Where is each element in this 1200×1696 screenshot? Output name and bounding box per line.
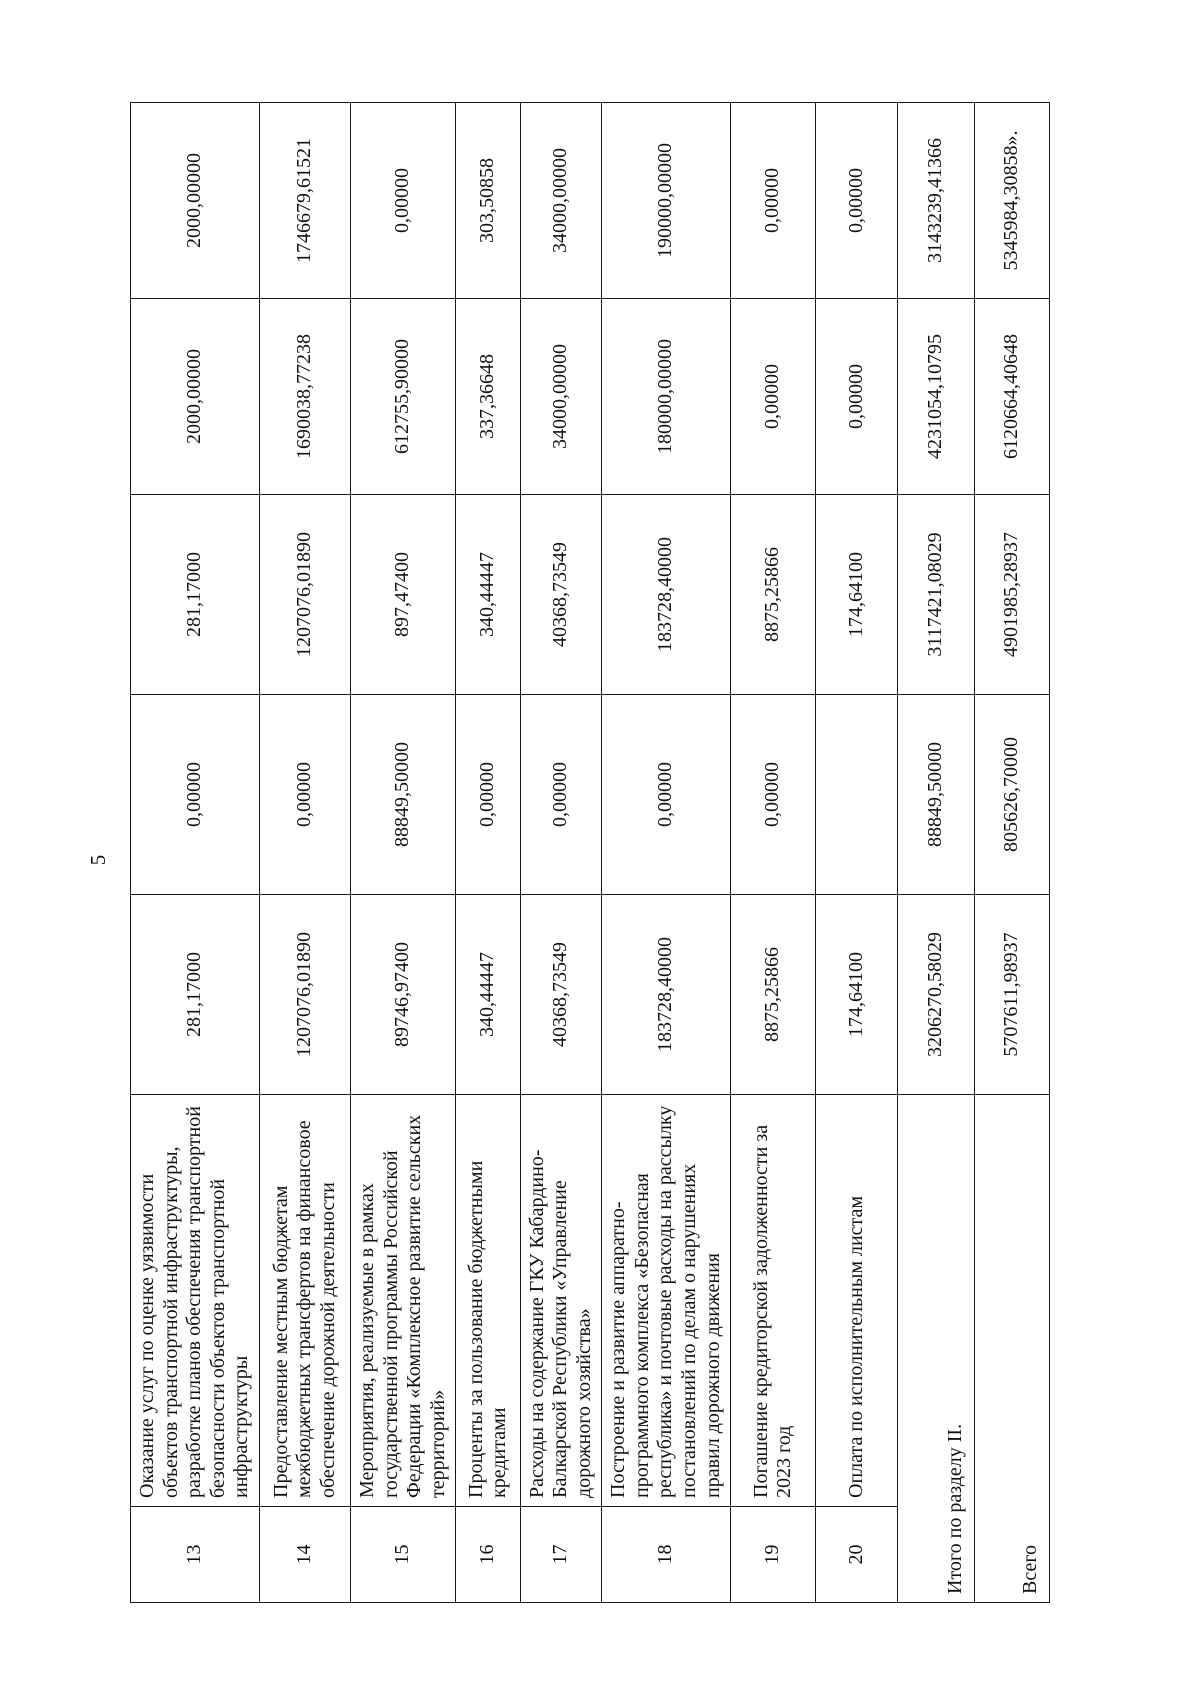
row-number: 18 — [602, 1507, 731, 1603]
rotated-table-wrapper — [130, 103, 1050, 1603]
value-cell: 88849,50000 — [351, 695, 456, 895]
value-cell: 0,00000 — [731, 695, 816, 895]
table-row — [259, 103, 350, 1603]
row-number: 14 — [259, 1507, 350, 1603]
value-cell: 337,36648 — [456, 299, 521, 495]
total-value: 4901985,28937 — [974, 495, 1049, 695]
row-number: 20 — [816, 1507, 897, 1603]
value-cell: 8875,25866 — [731, 895, 816, 1095]
total-value: 5345984,30858». — [974, 103, 1049, 299]
value-cell — [816, 695, 897, 895]
total-value: 4231054,10795 — [897, 299, 974, 495]
table-row — [456, 103, 521, 1603]
row-number: 19 — [731, 1507, 816, 1603]
value-cell: 1207076,01890 — [259, 895, 350, 1095]
value-cell: 0,00000 — [131, 695, 260, 895]
page-number: 5 — [86, 854, 110, 866]
value-cell: 8875,25866 — [731, 495, 816, 695]
value-cell: 0,00000 — [731, 299, 816, 495]
row-number: 15 — [351, 1507, 456, 1603]
value-cell: 40368,73549 — [521, 895, 602, 1095]
total-value: 3206270,58029 — [897, 895, 974, 1095]
value-cell: 1690038,77238 — [259, 299, 350, 495]
total-row — [897, 103, 974, 1603]
table-row — [731, 103, 816, 1603]
value-cell: 1207076,01890 — [259, 495, 350, 695]
total-row — [974, 103, 1049, 1603]
table-row — [131, 103, 260, 1603]
value-cell: 34000,00000 — [521, 103, 602, 299]
value-cell: 0,00000 — [456, 695, 521, 895]
value-cell: 89746,97400 — [351, 895, 456, 1095]
row-number: 17 — [521, 1507, 602, 1603]
value-cell: 303,50858 — [456, 103, 521, 299]
value-cell: 0,00000 — [351, 103, 456, 299]
row-number: 13 — [131, 1507, 260, 1603]
row-description: Оказание услуг по оценке уязвимости объектов транспортной инфраструктуры, разработке планов обеспечения транспортной безопасности объектов транспортной инфраструктуры — [131, 1095, 260, 1507]
total-value: 3117421,08029 — [897, 495, 974, 695]
total-label: Всего — [974, 1095, 1049, 1603]
table-row — [816, 103, 897, 1603]
value-cell: 340,44447 — [456, 895, 521, 1095]
value-cell: 0,00000 — [816, 103, 897, 299]
table-row — [351, 103, 456, 1603]
row-description: Проценты за пользование бюджетными кредитами — [456, 1095, 521, 1507]
value-cell: 2000,00000 — [131, 299, 260, 495]
value-cell: 0,00000 — [816, 299, 897, 495]
value-cell: 190000,00000 — [602, 103, 731, 299]
row-description: Расходы на содержание ГКУ Кабардино-Балкарской Республики «Управление дорожного хозяйства» — [521, 1095, 602, 1507]
row-description: Оплата по исполнительным листам — [816, 1095, 897, 1507]
value-cell: 34000,00000 — [521, 299, 602, 495]
value-cell: 174,64100 — [816, 495, 897, 695]
row-description: Мероприятия, реализуемые в рамках государственной программы Российской Федерации «Комплексное развитие сельских территорий» — [351, 1095, 456, 1507]
row-description: Построение и развитие аппаратно-программного комплекса «Безопасная республика» и почтовые расходы на рассылку постановлений по делам о нарушениях правил дорожного движения — [602, 1095, 731, 1507]
value-cell: 2000,00000 — [131, 103, 260, 299]
row-description: Предоставление местным бюджетам межбюджетных трансфертов на финансовое обеспечение дорожной деятельности — [259, 1095, 350, 1507]
value-cell: 340,44447 — [456, 495, 521, 695]
total-value: 805626,70000 — [974, 695, 1049, 895]
budget-table — [130, 102, 1050, 1603]
value-cell: 281,17000 — [131, 895, 260, 1095]
value-cell: 183728,40000 — [602, 495, 731, 695]
table-row — [521, 103, 602, 1603]
row-number: 16 — [456, 1507, 521, 1603]
total-value: 88849,50000 — [897, 695, 974, 895]
value-cell: 612755,90000 — [351, 299, 456, 495]
value-cell: 0,00000 — [259, 695, 350, 895]
total-value: 5707611,98937 — [974, 895, 1049, 1095]
table-row — [602, 103, 731, 1603]
value-cell: 281,17000 — [131, 495, 260, 695]
total-label: Итого по разделу II. — [897, 1095, 974, 1603]
value-cell: 0,00000 — [521, 695, 602, 895]
value-cell: 1746679,61521 — [259, 103, 350, 299]
value-cell: 174,64100 — [816, 895, 897, 1095]
total-value: 3143239,41366 — [897, 103, 974, 299]
value-cell: 183728,40000 — [602, 895, 731, 1095]
total-value: 6120664,40648 — [974, 299, 1049, 495]
value-cell: 0,00000 — [731, 103, 816, 299]
row-description: Погашение кредиторской задолженности за 2023 год — [731, 1095, 816, 1507]
value-cell: 0,00000 — [602, 695, 731, 895]
value-cell: 180000,00000 — [602, 299, 731, 495]
value-cell: 897,47400 — [351, 495, 456, 695]
value-cell: 40368,73549 — [521, 495, 602, 695]
